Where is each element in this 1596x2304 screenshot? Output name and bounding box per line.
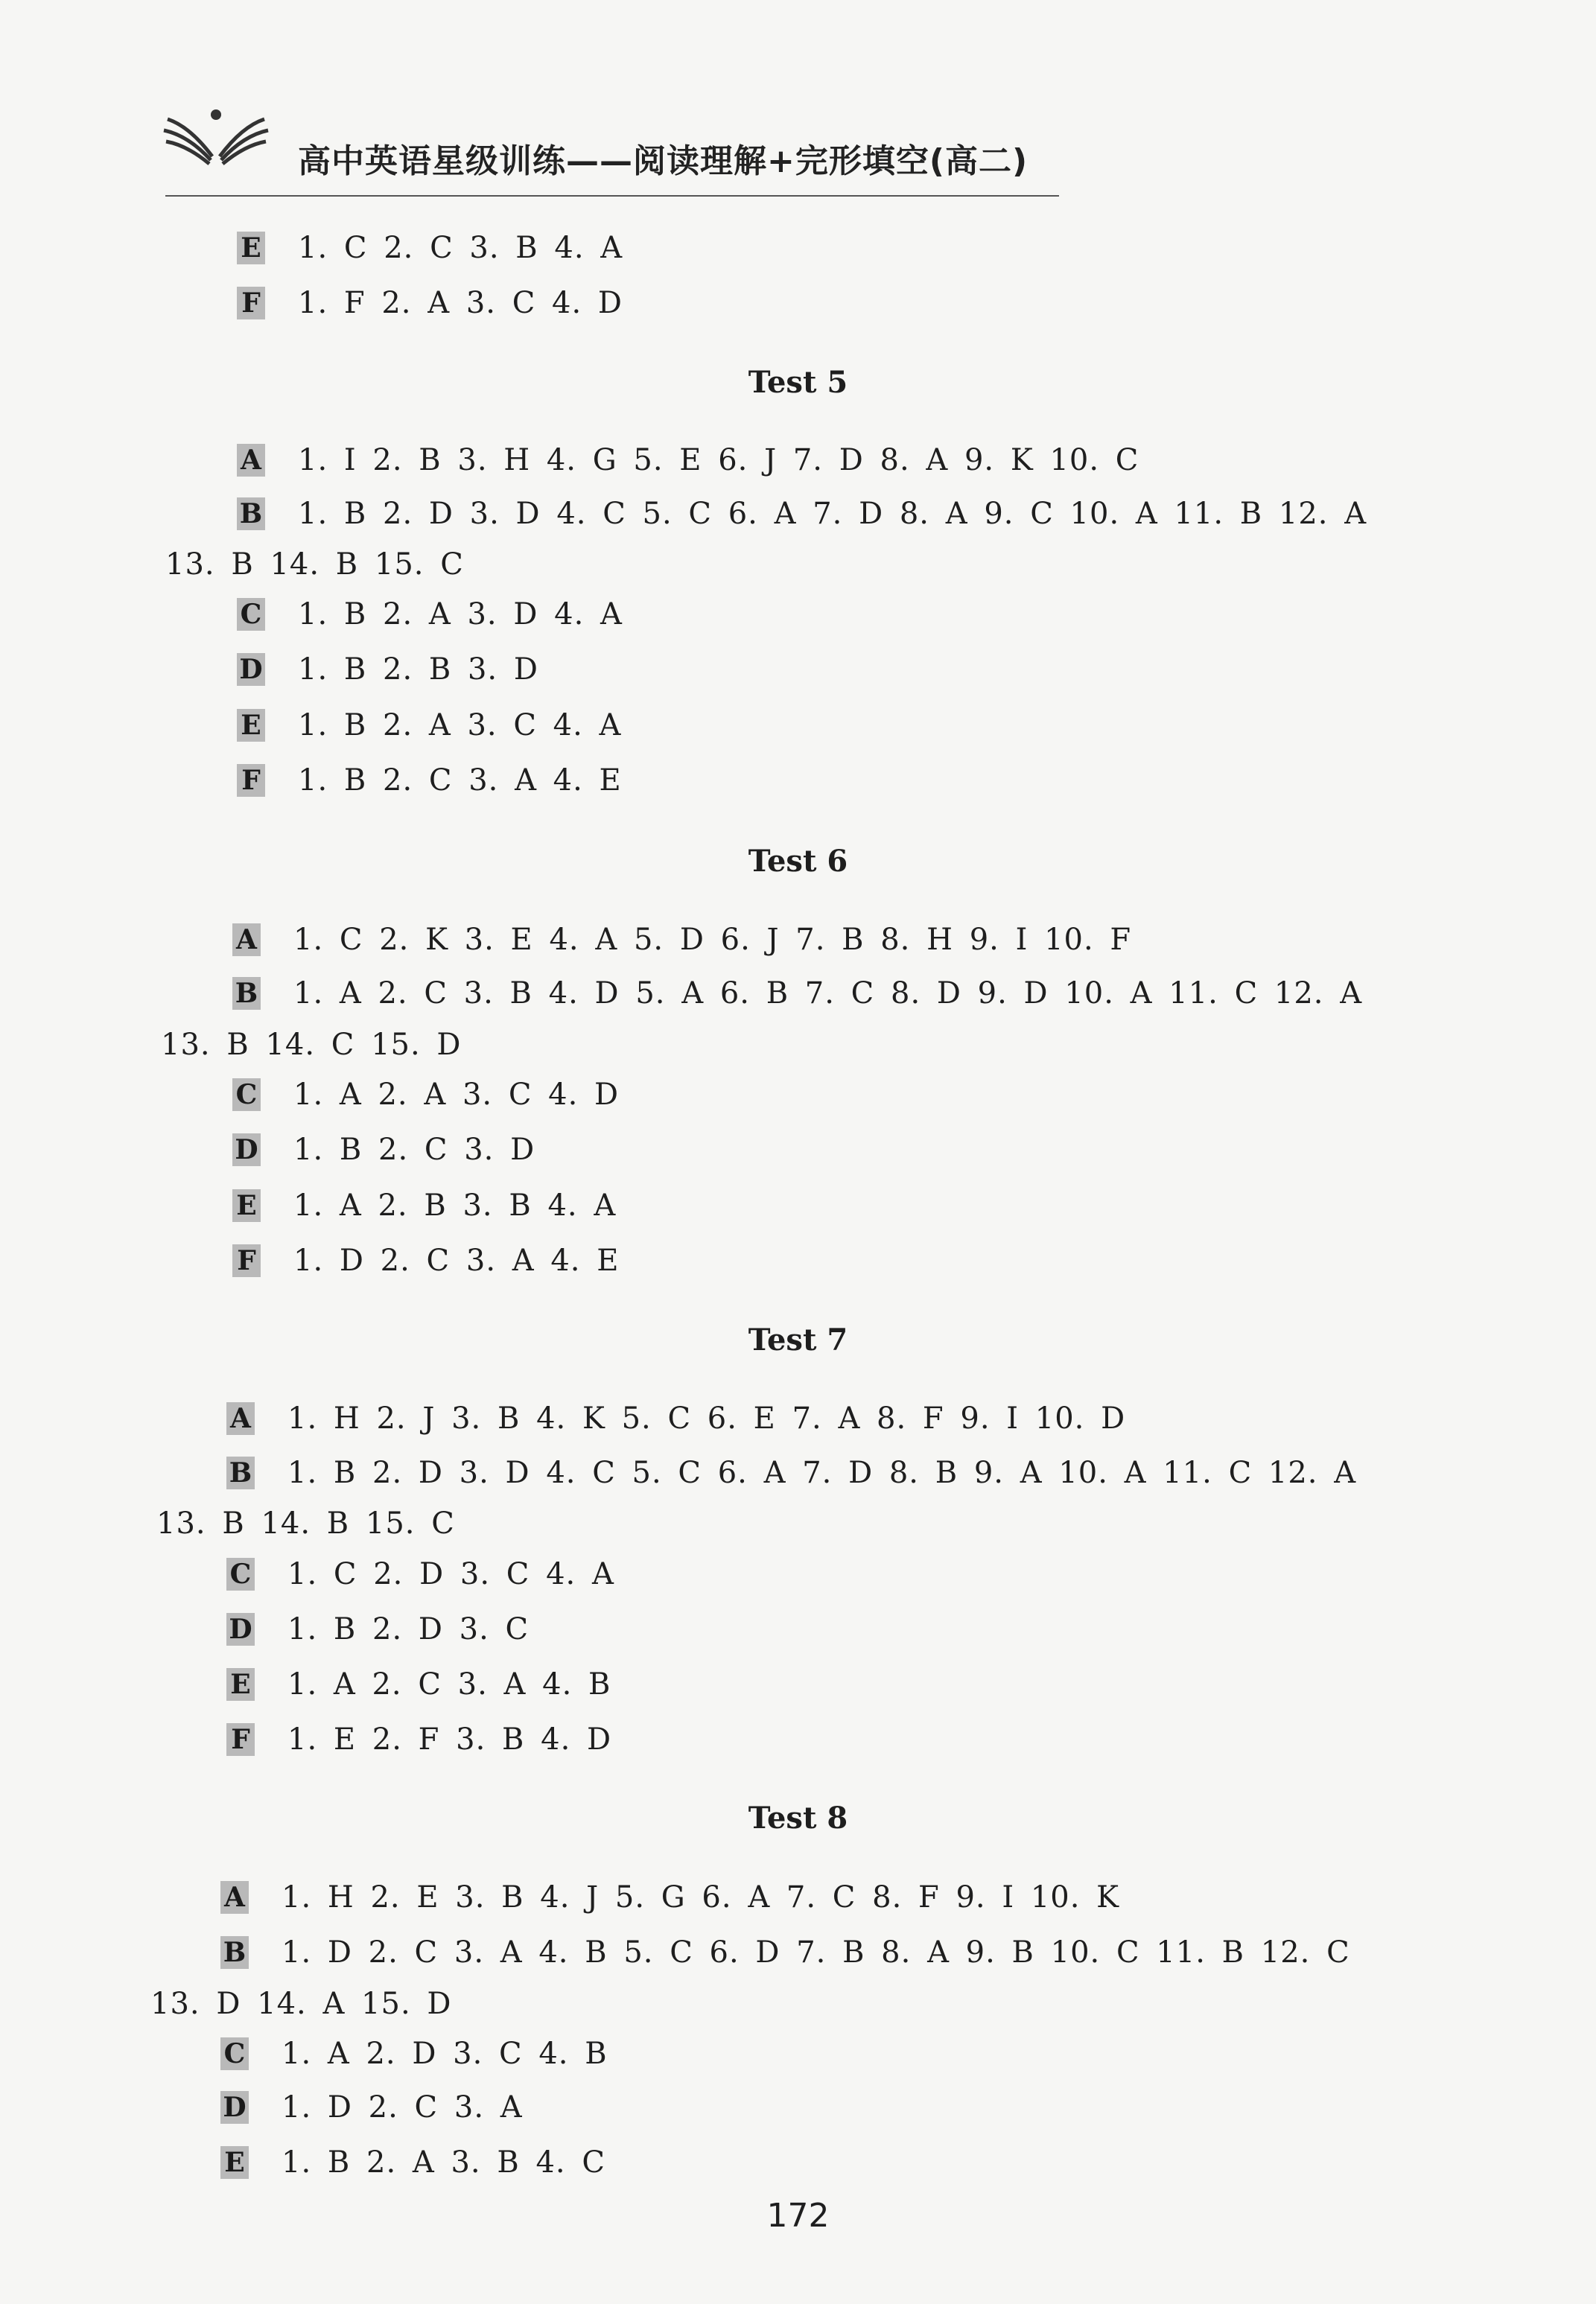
answer-row xyxy=(237,704,621,746)
answer-list: 1. A 2. C 3. A 4. B xyxy=(287,1667,611,1702)
header-divider xyxy=(165,195,1059,197)
test-title: Test 7 xyxy=(748,1323,848,1358)
answer-list: 1. C 2. D 3. C 4. A xyxy=(287,1557,614,1591)
answer-row xyxy=(232,1074,619,1116)
section-letter-badge: D xyxy=(232,1133,261,1166)
answer-list: 1. F 2. A 3. C 4. D xyxy=(298,286,623,320)
section-letter-badge: F xyxy=(237,287,265,319)
answer-row xyxy=(220,2087,523,2128)
answer-row xyxy=(226,1398,1125,1439)
answer-list: 1. B 2. C 3. D xyxy=(293,1133,535,1167)
answer-list: 1. A 2. B 3. B 4. A xyxy=(293,1188,617,1223)
answer-list-continuation: 13. B 14. C 15. D xyxy=(161,1028,462,1062)
book-title: 高中英语星级训练——阅读理解+完形填空(高二) xyxy=(298,142,1029,180)
section-letter-badge: D xyxy=(237,653,265,686)
answer-list: 1. A 2. D 3. C 4. B xyxy=(282,2037,608,2071)
answer-list-continuation: 13. D 14. A 15. D xyxy=(150,1987,452,2021)
section-letter-badge: A xyxy=(232,923,261,956)
answer-row xyxy=(220,2033,608,2075)
section-letter-badge: C xyxy=(226,1558,255,1591)
section-letter-badge: D xyxy=(226,1613,255,1646)
section-letter-badge: E xyxy=(226,1668,255,1701)
section-letter-badge: F xyxy=(226,1723,255,1756)
answer-list: 1. D 2. C 3. A xyxy=(282,2090,523,2125)
section-letter-badge: A xyxy=(237,444,265,477)
section-letter-badge: C xyxy=(232,1078,261,1111)
section-letter-badge: E xyxy=(220,2146,249,2179)
section-letter-badge: B xyxy=(237,497,265,530)
answer-row xyxy=(237,760,622,801)
answer-list: 1. H 2. J 3. B 4. K 5. C 6. E 7. A 8. F 9. I 10. D xyxy=(287,1401,1126,1436)
answer-row xyxy=(226,1608,529,1650)
answer-row xyxy=(220,1932,1350,1973)
test-title: Test 5 xyxy=(748,365,848,400)
answer-list: 1. B 2. C 3. A 4. E xyxy=(298,763,622,798)
section-letter-badge: B xyxy=(226,1457,255,1489)
answer-list: 1. B 2. A 3. C 4. A xyxy=(298,708,622,742)
answer-list: 1. E 2. F 3. B 4. D xyxy=(287,1722,612,1757)
answer-list: 1. A 2. A 3. C 4. D xyxy=(293,1078,620,1112)
book-logo-icon xyxy=(160,104,272,171)
answer-row xyxy=(237,227,623,269)
answer-list: 1. B 2. D 3. D 4. C 5. C 6. A 7. D 8. B 9. A 10. A 11. C 12. A xyxy=(287,1456,1357,1490)
section-letter-badge: C xyxy=(237,598,265,631)
answer-row xyxy=(226,1664,611,1705)
answer-list: 1. D 2. C 3. A 4. E xyxy=(293,1244,620,1278)
answer-list: 1. B 2. A 3. D 4. A xyxy=(298,597,623,631)
test-title: Test 8 xyxy=(748,1801,848,1836)
answer-row xyxy=(237,493,1367,535)
answer-row xyxy=(226,1452,1356,1494)
answer-row xyxy=(226,1719,611,1760)
answer-list: 1. B 2. A 3. B 4. C xyxy=(282,2145,605,2180)
section-letter-badge: B xyxy=(220,1936,249,1969)
answer-list: 1. B 2. D 3. D 4. C 5. C 6. A 7. D 8. A 9. C 10. A 11. B 12. A xyxy=(298,497,1367,531)
answer-row xyxy=(232,919,1131,961)
section-letter-badge: E xyxy=(232,1189,261,1222)
answer-row xyxy=(232,1185,616,1226)
answer-list: 1. A 2. C 3. B 4. D 5. A 6. B 7. C 8. D 9. D 10. A 11. C 12. A xyxy=(293,976,1363,1011)
answer-row xyxy=(237,593,623,635)
answer-list: 1. C 2. C 3. B 4. A xyxy=(298,231,623,265)
section-letter-badge: D xyxy=(220,2091,249,2124)
answer-row xyxy=(232,1129,535,1171)
test-title: Test 6 xyxy=(748,844,848,879)
answer-row xyxy=(220,1877,1119,1918)
section-letter-badge: E xyxy=(237,232,265,264)
section-letter-badge: B xyxy=(232,977,261,1010)
answer-list-continuation: 13. B 14. B 15. C xyxy=(156,1506,455,1541)
answer-row xyxy=(232,1240,619,1282)
answer-row xyxy=(237,439,1139,481)
section-letter-badge: E xyxy=(237,709,265,742)
answer-row xyxy=(237,649,538,690)
answer-row xyxy=(220,2142,605,2183)
answer-row xyxy=(237,282,623,324)
section-letter-badge: C xyxy=(220,2037,249,2070)
section-letter-badge: A xyxy=(220,1881,249,1914)
answer-list: 1. H 2. E 3. B 4. J 5. G 6. A 7. C 8. F 9. I 10. K xyxy=(282,1880,1120,1915)
answer-list: 1. I 2. B 3. H 4. G 5. E 6. J 7. D 8. A 9. K 10. C xyxy=(298,443,1139,477)
page-number: 172 xyxy=(766,2197,830,2235)
answer-row xyxy=(232,973,1362,1014)
answer-list: 1. D 2. C 3. A 4. B 5. C 6. D 7. B 8. A 9. B 10. C 11. B 12. C xyxy=(282,1935,1350,1970)
answer-list: 1. C 2. K 3. E 4. A 5. D 6. J 7. B 8. H 9. I 10. F xyxy=(293,923,1132,957)
section-letter-badge: F xyxy=(237,764,265,797)
answer-list-continuation: 13. B 14. B 15. C xyxy=(165,547,464,582)
answer-list: 1. B 2. B 3. D xyxy=(298,652,538,687)
section-letter-badge: A xyxy=(226,1402,255,1435)
section-letter-badge: F xyxy=(232,1244,261,1277)
answer-list: 1. B 2. D 3. C xyxy=(287,1612,530,1646)
answer-row xyxy=(226,1553,614,1595)
